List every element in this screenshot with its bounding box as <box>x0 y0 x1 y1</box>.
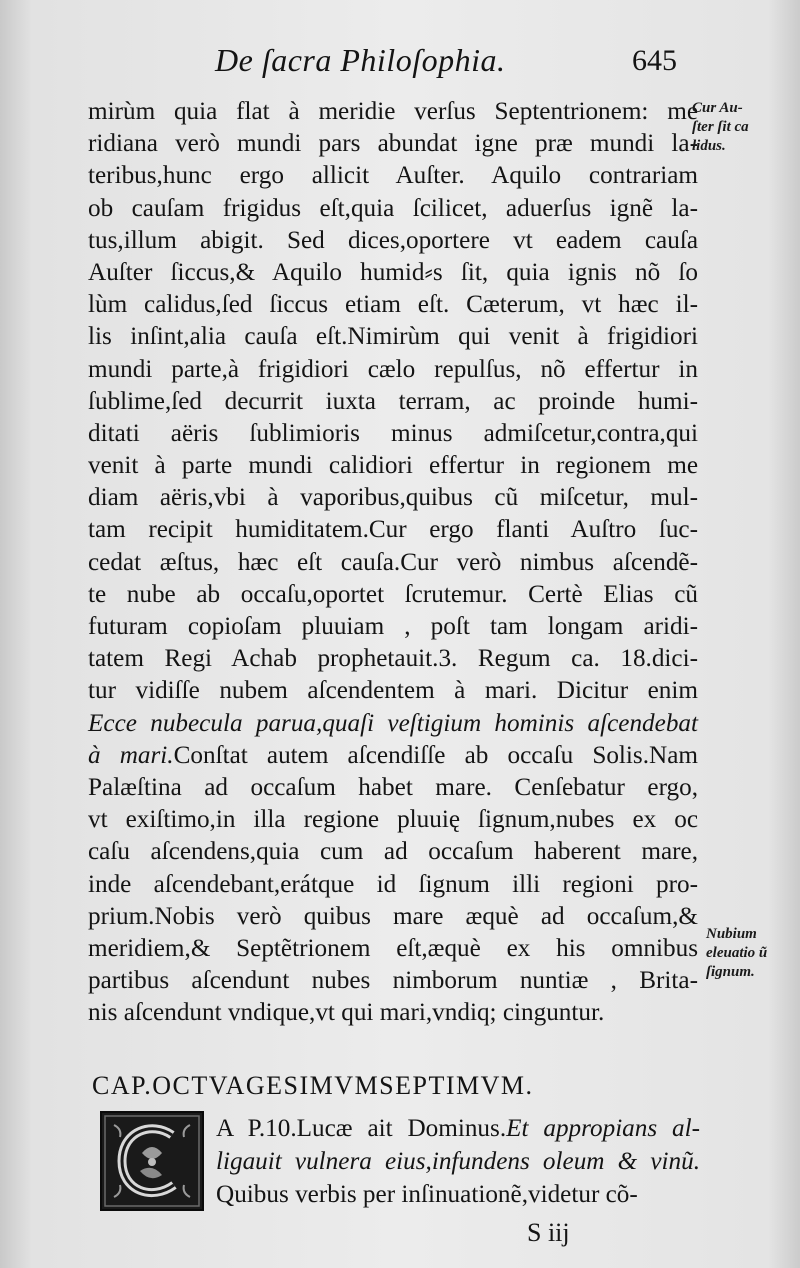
text-line: prium.Nobis verò quibus mare æquè ad occaſum,& <box>88 902 698 930</box>
chapter-heading: CAP.OCTVAGESIMVMSEPTIMVM. <box>92 1071 534 1100</box>
page-number: 645 <box>632 44 677 77</box>
text-line: caſu aſcendens,quia cum ad occaſum haberent mare, <box>88 838 698 866</box>
text-line: te nube ab occaſu,oportet ſcrutemur. Certè Elias cũ <box>88 580 698 608</box>
text-line: ridiana verò mundi pars abundat igne præ mundi la- <box>88 130 698 158</box>
text-line: mundi parte,à frigidiori cælo repulſus, nõ effertur in <box>88 355 698 383</box>
text-line: futuram copioſam pluuiam , poſt tam longam aridi- <box>88 613 698 640</box>
margin-note-line: ſter ſit ca <box>692 119 749 135</box>
chapter-opening-text <box>216 1112 700 1211</box>
italic-segment: ligauit vulnera eius,infundens oleum & vinũ. <box>216 1148 700 1175</box>
text-line: Auſter ſiccus,& Aquilo humid⸗s ſit, quia ignis nõ ſo <box>88 258 698 286</box>
text-line: partibus aſcendunt nubes nimborum nuntiæ , Brita- <box>88 967 698 995</box>
text-line: lùm calidus,ſed ſiccus etiam eſt. Cæterum, vt hæc il- <box>88 291 698 319</box>
text-line <box>216 1112 700 1145</box>
text-line <box>88 740 698 772</box>
text-line: venit à parte mundi calidiori effertur in regionem me <box>88 452 698 480</box>
text-line: tur vidiſſe nubem aſcendentem à mari. Dicitur enim <box>88 677 698 705</box>
margin-note-line: Cur Au- <box>692 100 743 116</box>
text-line: Ecce nubecula parua,quaſi veſtigium hominis aſcendebat <box>88 709 698 737</box>
margin-note-line: Nubium <box>706 926 757 942</box>
margin-note-nubium <box>706 925 767 982</box>
body-text <box>88 96 698 1029</box>
italic-segment: Et appropians al- <box>506 1115 700 1142</box>
ornament-icon <box>102 1113 202 1209</box>
text-line <box>216 1178 700 1211</box>
margin-note-line: lidus. <box>692 138 726 154</box>
margin-note-auster <box>692 99 749 156</box>
italic-segment: à mari. <box>88 741 174 769</box>
text-line: ditati aëris ſublimioris minus admiſcetur,contra,qui <box>88 419 698 447</box>
text-line: Palæſtina ad occaſum habet mare. Cenſebatur ergo, <box>88 773 698 801</box>
text-line: tatem Regi Achab prophetauit.3. Regum ca. 18.dici- <box>88 645 698 673</box>
margin-note-line: ſignum. <box>706 964 755 980</box>
text-line: inde aſcendebant,erátque id ſignum illi regioni pro- <box>88 870 698 898</box>
text-line: ſublime,ſed decurrit iuxta terram, ac proinde humi- <box>88 387 698 415</box>
text-line: nis aſcendunt vndique,vt qui mari,vndiq; cinguntur. <box>88 999 605 1027</box>
margin-note-line: eleuatio ũ <box>706 945 768 961</box>
decorated-initial-c <box>100 1111 204 1211</box>
text-line: cedat æſtus, hæc eſt cauſa.Cur verò nimbus aſcendẽ- <box>88 548 698 576</box>
text-line: meridiem,& Septẽtrionem eſt,æquè ex his omnibus <box>88 934 698 962</box>
roman-segment: Quibus verbis per inſinuationẽ,videtur cõ- <box>216 1181 638 1208</box>
text-line: teribus,hunc ergo allicit Auſter. Aquilo contrariam <box>88 162 698 190</box>
text-line: lis inſint,alia cauſa eſt.Nimirùm qui venit à frigidiori <box>88 323 698 351</box>
signature-mark: S iij <box>527 1218 570 1247</box>
roman-segment: Conſtat autem aſcendiſſe ab occaſu Solis.Nam <box>173 741 698 769</box>
text-line: tam recipit humiditatem.Cur ergo flanti Auſtro ſuc- <box>88 516 698 544</box>
text-line: ob cauſam frigidus eſt,quia ſcilicet, aduerſus ignẽ la- <box>88 194 698 222</box>
text-line: mirùm quia flat à meridie verſus Septentrionem: me <box>88 98 698 125</box>
running-head: De ſacra Philoſophia. <box>215 42 506 78</box>
text-line: tus,illum abigit. Sed dices,oportere vt eadem cauſa <box>88 226 698 254</box>
text-line <box>216 1145 700 1178</box>
roman-segment: A P.10.Lucæ ait Dominus. <box>216 1115 507 1142</box>
text-line: diam aëris,vbi à vaporibus,quibus cũ miſcetur, mul- <box>88 484 698 512</box>
text-line: vt exiſtimo,in illa regione pluuię ſignum,nubes ex oc <box>88 806 698 834</box>
